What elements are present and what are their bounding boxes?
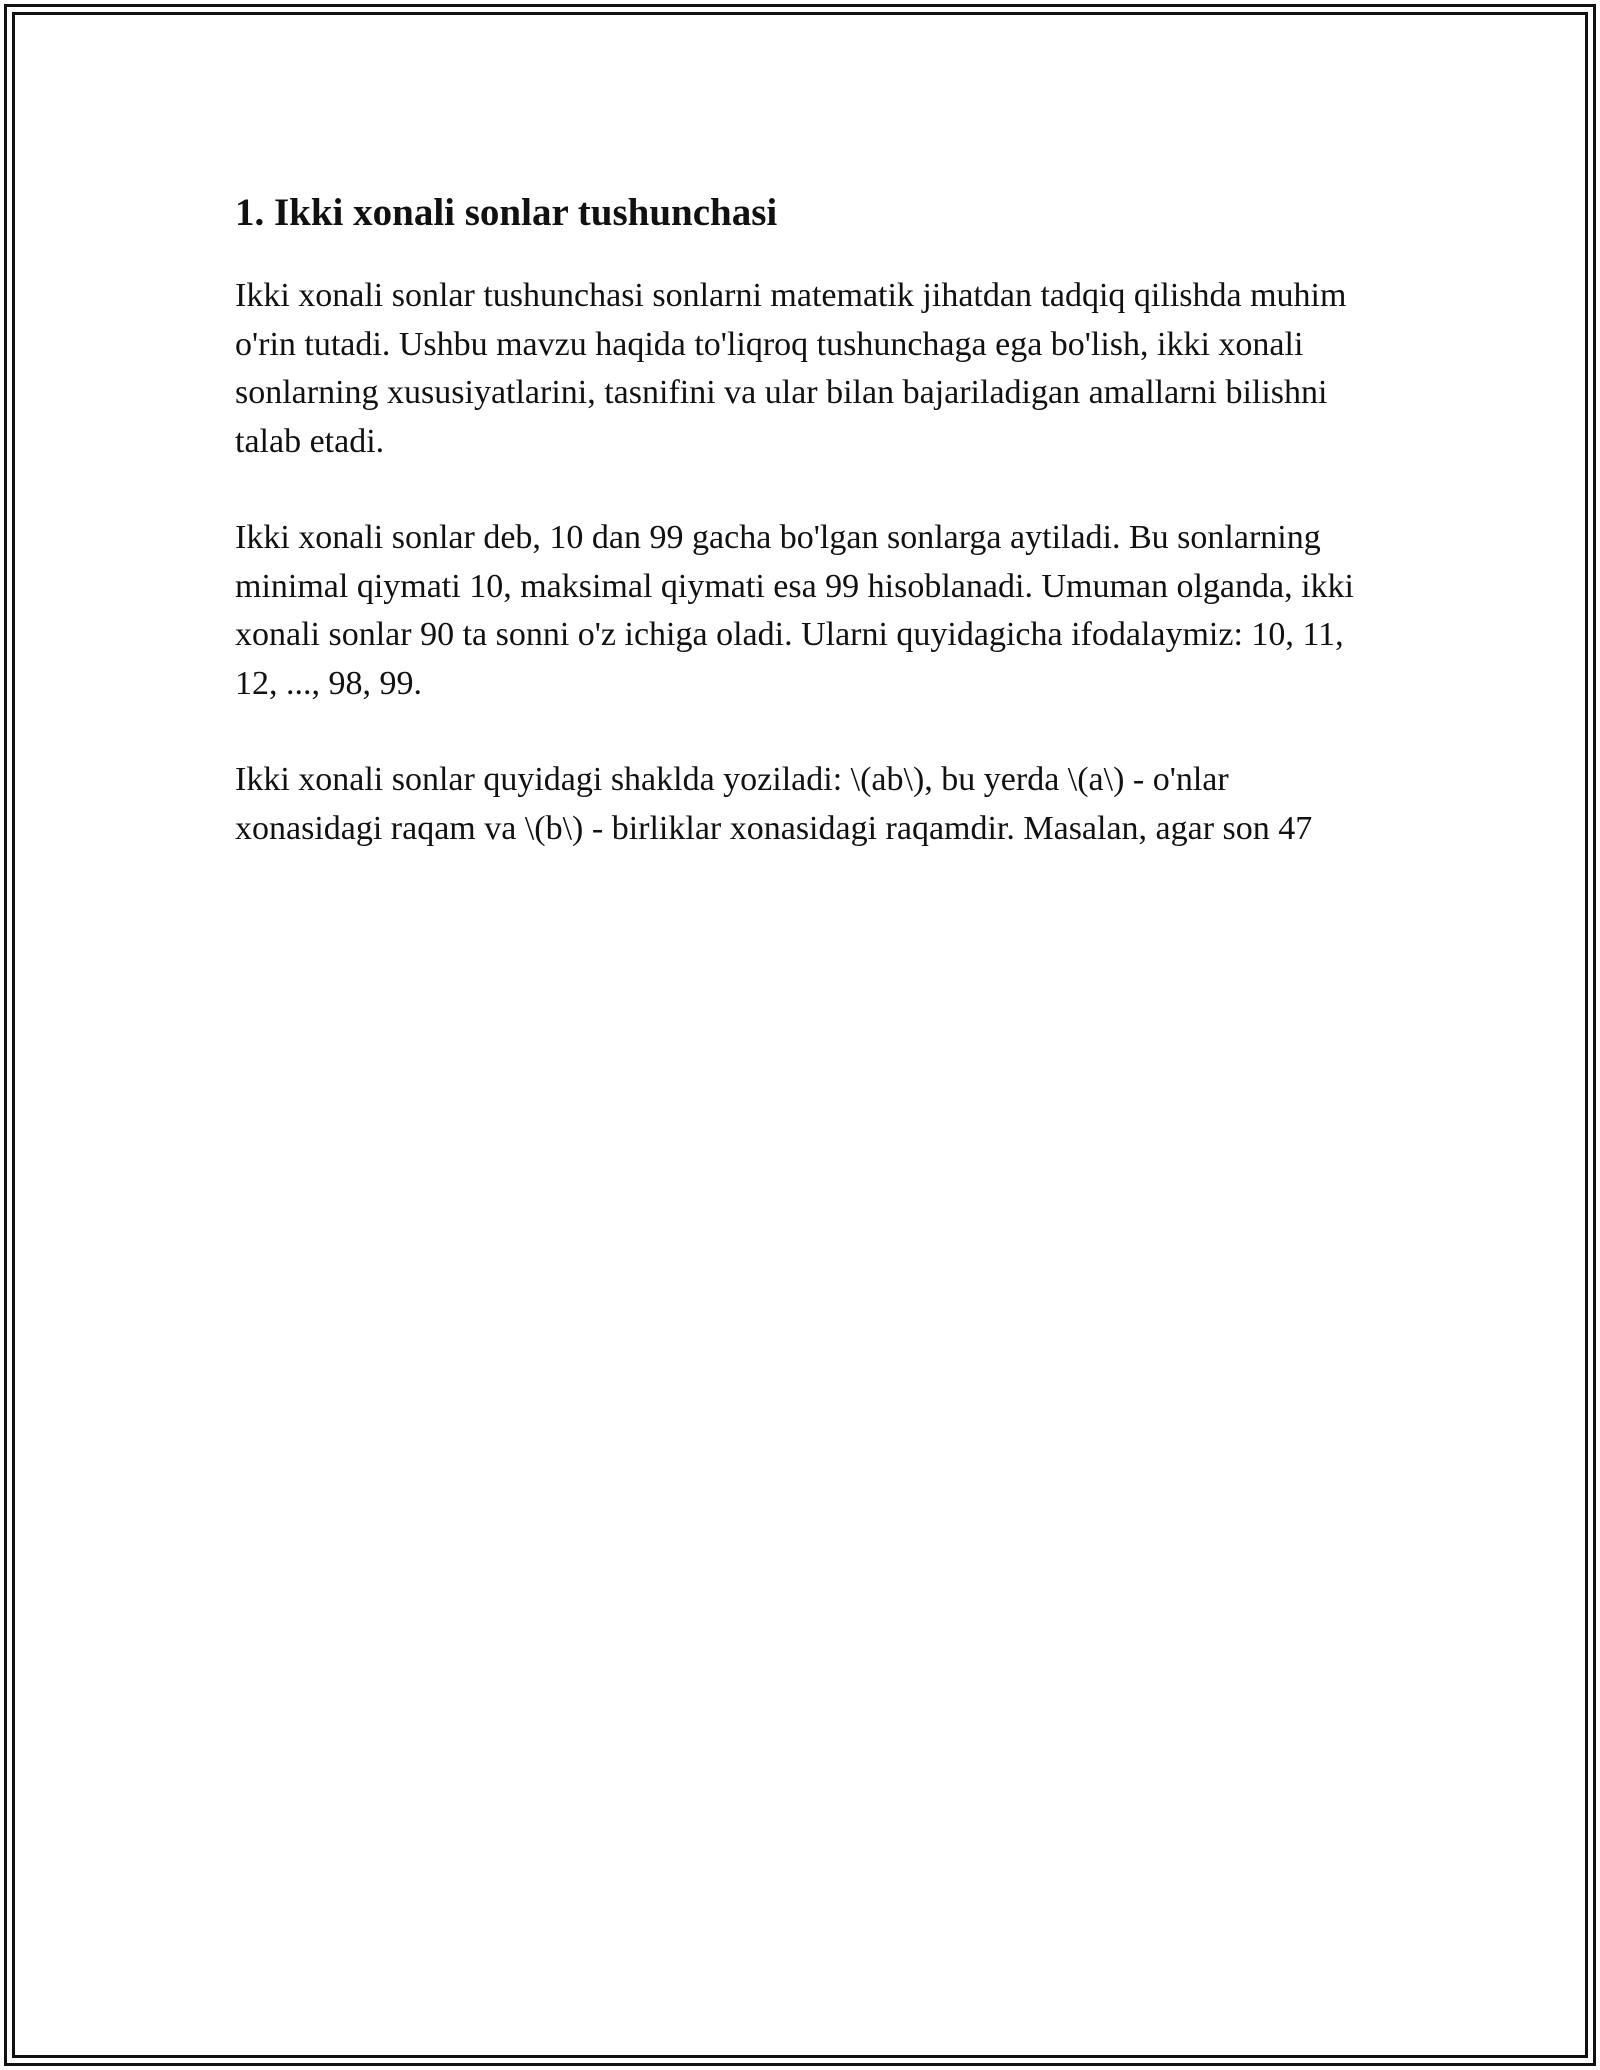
paragraph-definition: Ikki xonali sonlar deb, 10 dan 99 gacha bo'lgan sonlarga aytiladi. Bu sonlarning minimal qiymati 10, maksimal qiymati esa 99 hisoblanadi. Umuman olganda, ikki xonali sonlar 90 ta sonni o'z ichiga oladi. Ularni quyidagicha ifodalaymiz: 10, 11, 12, ..., 98, 99. [235,519,1354,702]
section-heading: 1. Ikki xonali sonlar tushunchasi [235,191,778,234]
paragraph-intro: Ikki xonali sonlar tushunchasi sonlarni matematik jihatdan tadqiq qilishda muhim o'rin tutadi. Ushbu mavzu haqida to'liqroq tushunchaga ega bo'lish, ikki xonali sonlarning xususiyatlarini, tasnifini va ular bilan bajariladigan amallarni bilishni talab etadi. [235,277,1347,460]
paragraph-notation: Ikki xonali sonlar quyidagi shaklda yoziladi: \(ab\), bu yerda \(a\) - o'nlar xonasidagi raqam va \(b\) - birliklar xonasidagi raqamdir. Masalan, agar son 47 [235,761,1313,847]
document-body [235,188,1365,901]
